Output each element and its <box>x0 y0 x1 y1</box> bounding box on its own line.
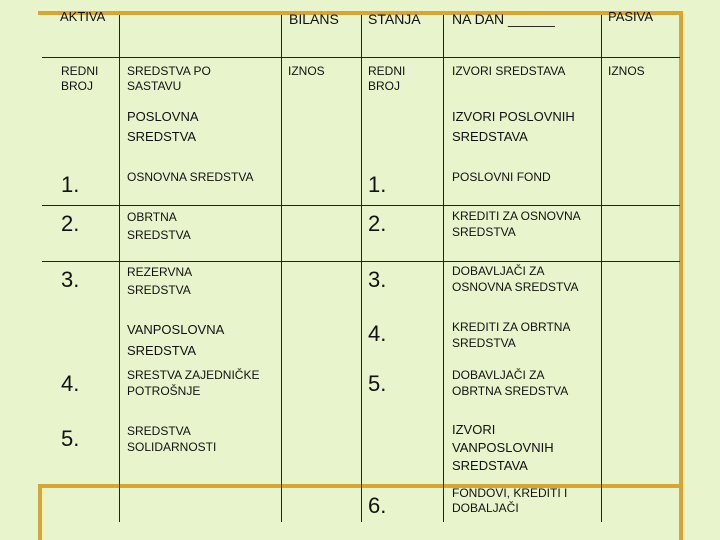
col-redni-broj-right: REDNI BROJ <box>368 64 406 93</box>
left-row-label: SRESTVA ZAJEDNIČKE POTROŠNJE <box>127 368 260 399</box>
left-row-number: 4. <box>61 371 80 396</box>
left-row-number: 1. <box>61 172 80 197</box>
right-row-number: 5. <box>368 371 387 396</box>
right-row-label: KREDITI ZA OBRTNA SREDSTVA <box>452 320 571 351</box>
header-aktiva: AKTIVA <box>60 9 106 24</box>
right-row-label: DOBAVLJAČI ZA OBRTNA SREDSTVA <box>452 368 569 399</box>
right-row-number: 2. <box>368 211 387 236</box>
gold-rule-top <box>38 11 680 15</box>
grid-hline <box>42 261 680 262</box>
right-row-number: 3. <box>368 267 387 292</box>
header-stanja: STANJA <box>368 11 421 27</box>
right-row-label: KREDITI ZA OSNOVNA SREDSTVA <box>452 209 581 240</box>
left-row-number: 5. <box>61 426 80 451</box>
left-row-label: OBRTNA SREDSTVA <box>127 210 191 242</box>
grid-hline <box>42 205 680 206</box>
left-row-number: 2. <box>61 211 80 236</box>
left-row-label: SREDSTVA SOLIDARNOSTI <box>127 424 217 455</box>
grid-vline <box>443 15 444 522</box>
section-poslovna-sredstva: POSLOVNA SREDSTVA <box>127 109 199 144</box>
gold-rule-left <box>38 484 42 540</box>
section-izvori-vanposlovnih: IZVORI VANPOSLOVNIH SREDSTAVA <box>452 422 554 474</box>
col-iznos-left: IZNOS <box>288 64 325 78</box>
col-izvori-sredstava: IZVORI SREDSTAVA <box>452 64 566 78</box>
right-row-number: 1. <box>368 172 387 197</box>
gold-rule-right <box>679 11 683 540</box>
col-redni-broj-left: REDNI BROJ <box>61 64 99 93</box>
right-row-label: POSLOVNI FOND <box>452 170 551 184</box>
header-bilans: BILANS <box>289 11 339 27</box>
section-izvori-poslovnih: IZVORI POSLOVNIH SREDSTAVA <box>452 109 575 144</box>
right-row-number: 6. <box>368 493 387 518</box>
header-na-dan: NA DAN ______ <box>452 11 555 27</box>
left-row-label: REZERVNA SREDSTVA <box>127 265 193 297</box>
grid-hline <box>42 57 680 58</box>
grid-vline <box>119 15 120 522</box>
grid-vline <box>281 15 282 522</box>
header-pasiva: PASIVA <box>608 9 654 24</box>
gold-rule-bottom <box>38 484 681 488</box>
right-row-number: 4. <box>368 321 387 346</box>
col-sredstva-po-sastavu: SREDSTVA PO SASTAVU <box>127 64 211 93</box>
right-row-label: FONDOVI, KREDITI I DOBALJAČI <box>452 486 568 515</box>
col-iznos-right: IZNOS <box>608 64 645 78</box>
section-vanposlovna-sredstva: VANPOSLOVNA SREDSTVA <box>127 322 225 358</box>
left-row-number: 3. <box>61 267 80 292</box>
grid-vline <box>601 15 602 522</box>
left-row-label: OSNOVNA SREDSTVA <box>127 170 254 184</box>
right-row-label: DOBAVLJAČI ZA OSNOVNA SREDSTVA <box>452 264 579 295</box>
grid-vline <box>361 15 362 522</box>
